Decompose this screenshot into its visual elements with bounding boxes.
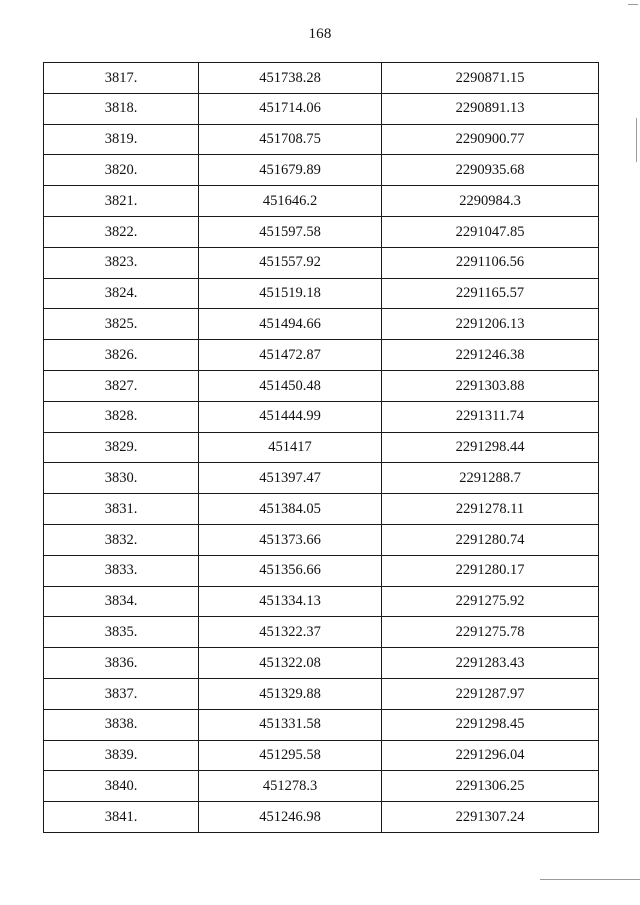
x-coordinate-cell: 451450.48 [199,370,382,401]
x-coordinate-cell: 451708.75 [199,124,382,155]
x-coordinate-cell: 451246.98 [199,802,382,833]
y-coordinate-cell: 2291275.78 [382,617,599,648]
table-row [44,463,599,494]
y-coordinate-cell: 2291287.97 [382,678,599,709]
y-coordinate-cell: 2291298.45 [382,709,599,740]
x-coordinate-cell: 451334.13 [199,586,382,617]
table-row [44,155,599,186]
point-number-cell: 3831. [44,494,199,525]
point-number-cell: 3833. [44,555,199,586]
x-coordinate-cell: 451519.18 [199,278,382,309]
x-coordinate-cell: 451679.89 [199,155,382,186]
x-coordinate-cell: 451494.66 [199,309,382,340]
point-number-cell: 3825. [44,309,199,340]
point-number-cell: 3832. [44,524,199,555]
coordinates-table [43,62,599,833]
table-row [44,124,599,155]
y-coordinate-cell: 2291298.44 [382,432,599,463]
point-number-cell: 3841. [44,802,199,833]
table-row [44,186,599,217]
x-coordinate-cell: 451322.08 [199,648,382,679]
y-coordinate-cell: 2290871.15 [382,63,599,94]
point-number-cell: 3822. [44,216,199,247]
x-coordinate-cell: 451472.87 [199,340,382,371]
table-row [44,247,599,278]
x-coordinate-cell: 451356.66 [199,555,382,586]
table-row [44,771,599,802]
point-number-cell: 3824. [44,278,199,309]
table-row [44,802,599,833]
point-number-cell: 3835. [44,617,199,648]
y-coordinate-cell: 2291306.25 [382,771,599,802]
y-coordinate-cell: 2291311.74 [382,401,599,432]
table-row [44,678,599,709]
scan-edge-mark [540,879,640,880]
y-coordinate-cell: 2291275.92 [382,586,599,617]
point-number-cell: 3829. [44,432,199,463]
table-row [44,340,599,371]
x-coordinate-cell: 451417 [199,432,382,463]
table-row [44,709,599,740]
y-coordinate-cell: 2291246.38 [382,340,599,371]
table-row [44,648,599,679]
point-number-cell: 3834. [44,586,199,617]
y-coordinate-cell: 2290935.68 [382,155,599,186]
y-coordinate-cell: 2290891.13 [382,93,599,124]
table-row [44,494,599,525]
table-row [44,370,599,401]
table-row [44,401,599,432]
table-row [44,617,599,648]
x-coordinate-cell: 451444.99 [199,401,382,432]
x-coordinate-cell: 451557.92 [199,247,382,278]
y-coordinate-cell: 2291307.24 [382,802,599,833]
y-coordinate-cell: 2291303.88 [382,370,599,401]
y-coordinate-cell: 2291296.04 [382,740,599,771]
y-coordinate-cell: 2291047.85 [382,216,599,247]
point-number-cell: 3820. [44,155,199,186]
y-coordinate-cell: 2291278.11 [382,494,599,525]
y-coordinate-cell: 2291283.43 [382,648,599,679]
table-row [44,555,599,586]
table-row [44,309,599,340]
x-coordinate-cell: 451646.2 [199,186,382,217]
x-coordinate-cell: 451331.58 [199,709,382,740]
y-coordinate-cell: 2290984.3 [382,186,599,217]
point-number-cell: 3837. [44,678,199,709]
point-number-cell: 3827. [44,370,199,401]
scan-edge-mark [628,4,638,5]
page-number: 168 [308,26,332,42]
coordinates-table-body [44,63,599,833]
y-coordinate-cell: 2291288.7 [382,463,599,494]
x-coordinate-cell: 451322.37 [199,617,382,648]
x-coordinate-cell: 451597.58 [199,216,382,247]
point-number-cell: 3839. [44,740,199,771]
x-coordinate-cell: 451329.88 [199,678,382,709]
y-coordinate-cell: 2291165.57 [382,278,599,309]
y-coordinate-cell: 2291206.13 [382,309,599,340]
x-coordinate-cell: 451384.05 [199,494,382,525]
table-row [44,93,599,124]
scan-edge-mark [636,118,637,162]
table-row [44,740,599,771]
point-number-cell: 3826. [44,340,199,371]
table-row [44,278,599,309]
point-number-cell: 3818. [44,93,199,124]
x-coordinate-cell: 451397.47 [199,463,382,494]
x-coordinate-cell: 451714.06 [199,93,382,124]
point-number-cell: 3821. [44,186,199,217]
table-row [44,432,599,463]
point-number-cell: 3830. [44,463,199,494]
point-number-cell: 3817. [44,63,199,94]
y-coordinate-cell: 2290900.77 [382,124,599,155]
point-number-cell: 3819. [44,124,199,155]
point-number-cell: 3823. [44,247,199,278]
x-coordinate-cell: 451278.3 [199,771,382,802]
point-number-cell: 3828. [44,401,199,432]
table-row [44,63,599,94]
table-row [44,586,599,617]
y-coordinate-cell: 2291106.56 [382,247,599,278]
y-coordinate-cell: 2291280.17 [382,555,599,586]
point-number-cell: 3836. [44,648,199,679]
x-coordinate-cell: 451295.58 [199,740,382,771]
x-coordinate-cell: 451738.28 [199,63,382,94]
table-row [44,524,599,555]
x-coordinate-cell: 451373.66 [199,524,382,555]
point-number-cell: 3840. [44,771,199,802]
point-number-cell: 3838. [44,709,199,740]
table-row [44,216,599,247]
y-coordinate-cell: 2291280.74 [382,524,599,555]
